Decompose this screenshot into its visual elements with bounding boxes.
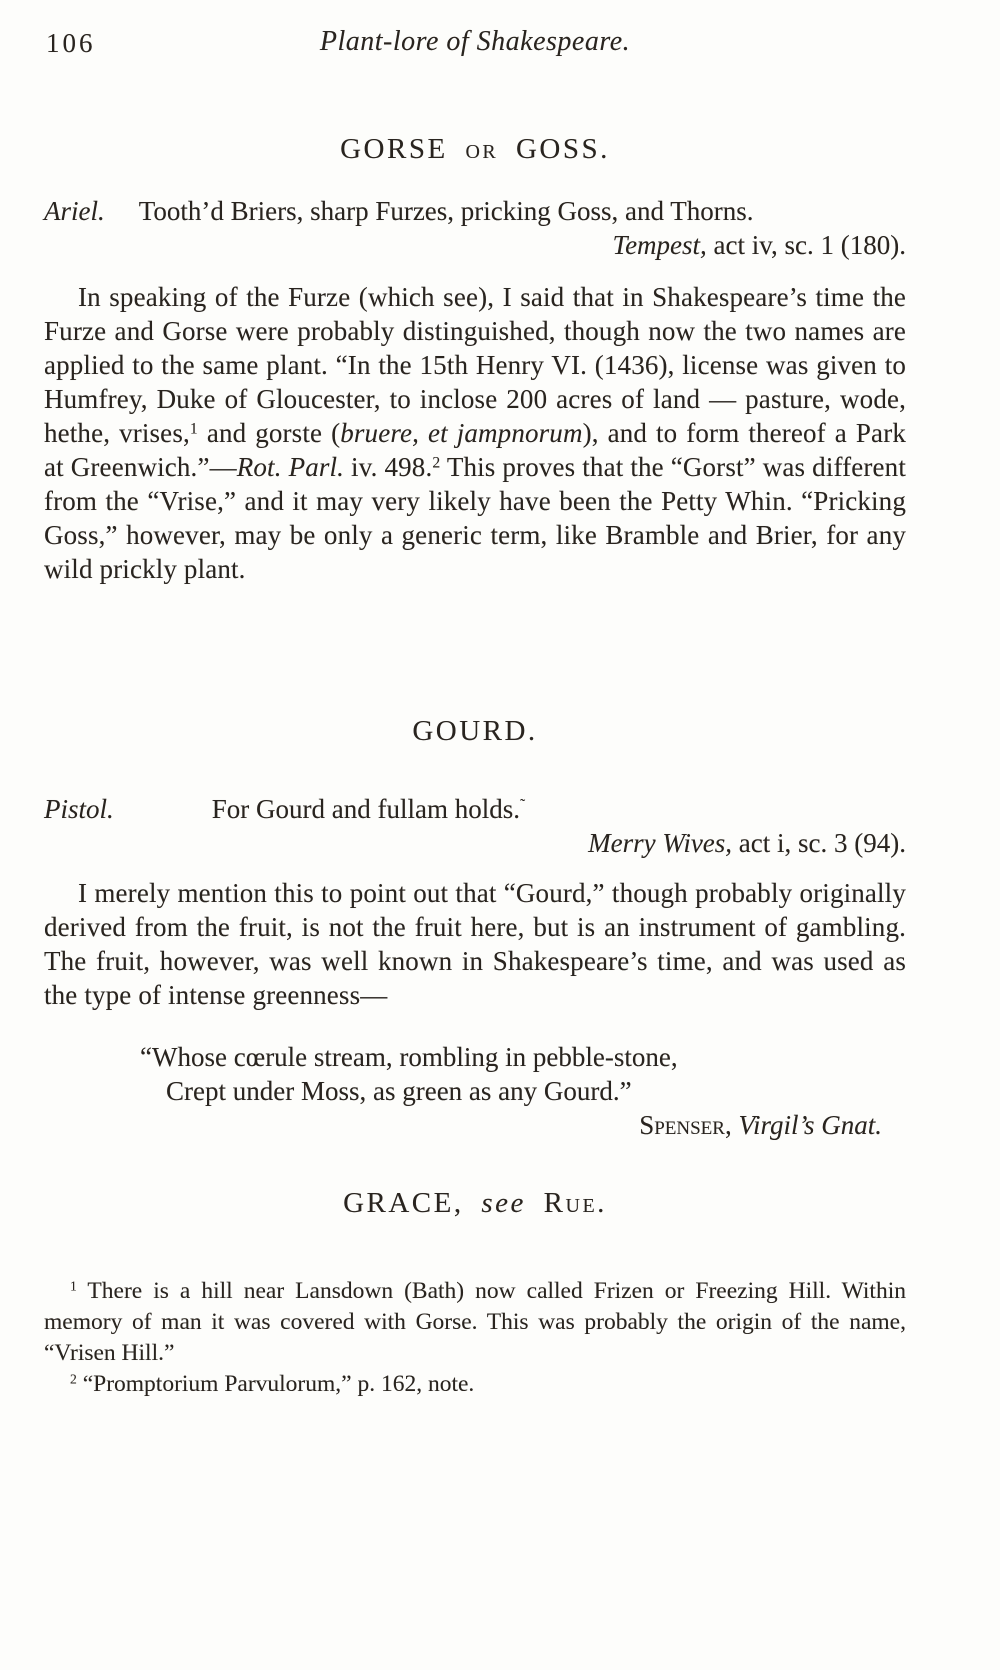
epigraph-line [44, 792, 906, 826]
verse-attribution-work: Virgil’s Gnat. [738, 1110, 882, 1140]
heading-word: GORSE [340, 133, 448, 165]
latin-phrase: bruere, et jampnorum [340, 418, 583, 448]
heading-cross-reference: Rue. [543, 1187, 607, 1219]
footnote-text: “Promptorium Parvulorum,” p. 162, note. [76, 1371, 475, 1397]
epigraph-source-work: Tempest, [612, 230, 707, 260]
running-title: Plant-lore of Shakespeare. [319, 26, 631, 57]
heading-see: see [481, 1187, 526, 1219]
verse-line: Crept under Moss, as green as any Gourd.” [166, 1076, 632, 1106]
epigraph-line [44, 194, 906, 228]
paragraph-text: This proves that the “Gorst” was different from the “Vrise,” and it may very likely have been the Petty Whin. “Pricking Goss,” however, may be only a generic term, like Bramble and Brier, for any wild prickly plant. [44, 452, 906, 584]
epigraph-speaker: Ariel. [44, 196, 105, 226]
heading-word: GRACE, [343, 1187, 464, 1219]
citation-rot-parl: Rot. Parl. [236, 452, 345, 482]
epigraph-source [44, 228, 906, 262]
paragraph-gorse [44, 280, 906, 586]
print-artifact-mark: ˜ [520, 796, 526, 814]
running-head [44, 26, 906, 68]
footnote [44, 1276, 906, 1369]
paragraph-text: and gorste ( [197, 418, 341, 448]
paragraph-text: ), and to form thereof a Park at Greenwich.”— [44, 418, 906, 482]
footnote-text: There is a hill near Lansdown (Bath) now called Frizen or Freezing Hill. Within memory of man it was covered with Gorse. This was probably the origin of the name, “Vrisen Hill.” [44, 1278, 906, 1366]
paragraph-gourd: I merely mention this to point out that “Gourd,” though probably originally derived from the fruit, is not the fruit here, but is an instrument of gambling. The fruit, however, was well known in Shakespeare’s time, and was used as the type of intense greenness— [44, 878, 906, 1010]
section-heading-grace [44, 1186, 906, 1220]
footnotes [44, 1276, 906, 1400]
verse-attribution [44, 1108, 882, 1142]
footnote-ref-2: 2 [432, 454, 441, 472]
paragraph-text: iv. 498. [344, 452, 433, 482]
footnote-number: 1 [70, 1278, 77, 1294]
page-number: 106 [46, 28, 96, 58]
epigraph-text: For Gourd and fullam holds. [211, 794, 520, 824]
epigraph-speaker: Pistol. [44, 794, 114, 824]
epigraph-gorse [44, 194, 906, 262]
heading-word: GOSS. [515, 133, 610, 165]
epigraph-source-ref: act iv, sc. 1 (180). [706, 230, 906, 260]
section-heading-gorse [44, 132, 906, 166]
verse-attribution-author: Spenser, [639, 1110, 732, 1140]
paragraph-text: In speaking of the Furze (which see), I said that in Shakespeare’s time the Furze and Gorse were probably distinguished, though now the two names are applied to the same plant. “In the 15th Henry VI. (1436), license was given to Humfrey, Duke of Gloucester, to inclose 200 acres of land — pasture, wode, hethe, vrises, [44, 282, 906, 448]
epigraph-gourd [44, 792, 906, 860]
footnote-ref-1: 1 [189, 420, 198, 438]
verse-quote [44, 1040, 906, 1142]
verse-line: “Whose cœrule stream, rombling in pebble-stone, [140, 1042, 678, 1072]
heading-conjunction: or [465, 133, 499, 165]
section-heading-gourd: GOURD. [412, 715, 538, 747]
footnote-number: 2 [70, 1371, 77, 1387]
footnote [44, 1369, 906, 1400]
epigraph-source-work: Merry Wives, [588, 828, 733, 858]
epigraph-source [44, 826, 906, 860]
epigraph-source-ref: act i, sc. 3 (94). [732, 828, 906, 858]
epigraph-text: Tooth’d Briers, sharp Furzes, pricking Goss, and Thorns. [138, 196, 754, 226]
